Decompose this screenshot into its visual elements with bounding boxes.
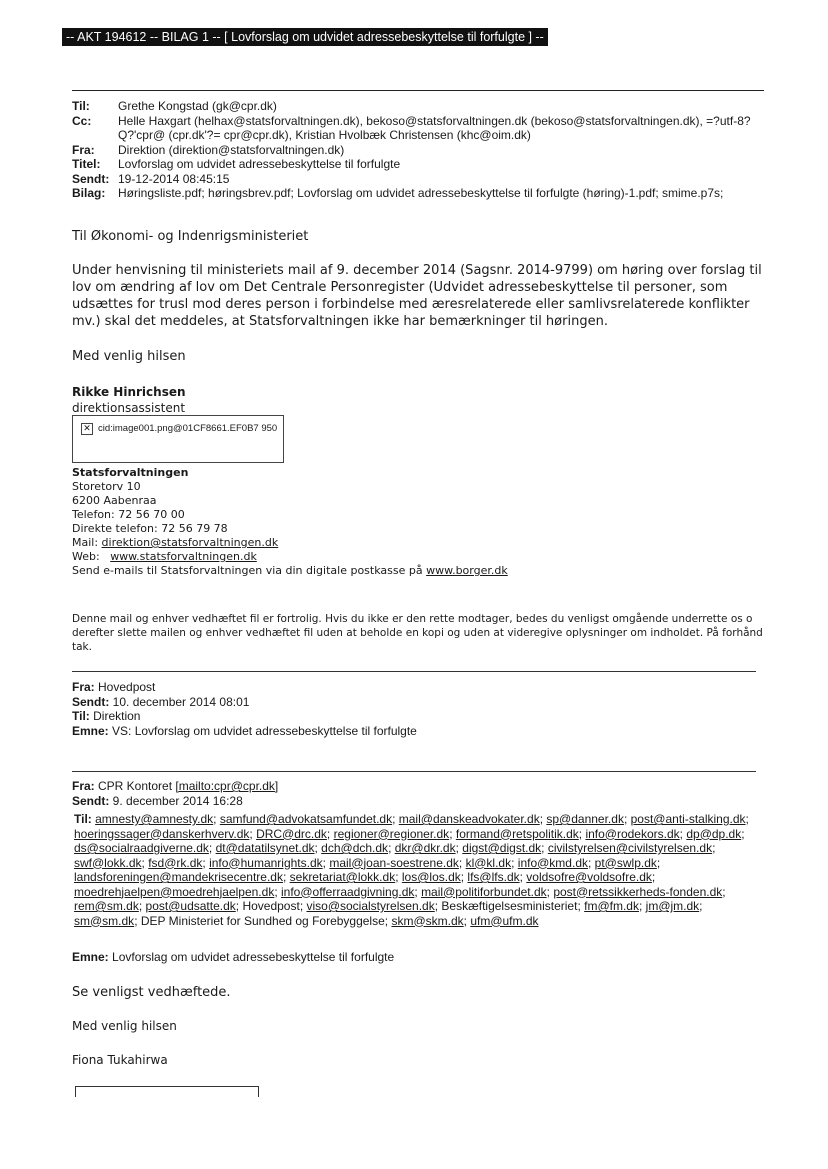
signature-web-row: Web: www.statsforvaltningen.dk	[72, 550, 257, 563]
broken-image-icon: ✕	[81, 423, 93, 435]
recipient-email-link[interactable]: hoeringssager@danskerhverv.dk	[74, 826, 250, 841]
recipient-name: DEP Ministeriet for Sundhed og Forebyggelse	[140, 913, 385, 928]
signature-org: Statsforvaltningen	[72, 466, 189, 479]
header-row-sendt: Sendt: 19-12-2014 08:45:15	[72, 172, 772, 187]
recipient-email-link[interactable]: dkr@dkr.dk	[394, 841, 456, 855]
recipient-email-link[interactable]: rem@sm.dk	[74, 899, 139, 913]
confidentiality-disclaimer: Denne mail og enhver vedhæftet fil er fortrolig. Hvis du ikke er den rette modtager, bedes du venligst omgående underrette os o derefter slette mailen og enhver vedhæftet fil uden at beholde en kopi og uden at videregive oplysninger om indholdet. På forhånd tak.	[72, 613, 763, 653]
recipient-email-link[interactable]: civilstyrelsen@civilstyrelsen.dk	[547, 841, 713, 855]
header-cc-value: Helle Haxgart (helhax@statsforvaltningen.dk), bekoso@statsforvaltningen.dk (bekoso@statsforvaltningen.dk), =?utf-8?Q?'cpr@ (cpr.dk'?= cpr@cpr.dk), Kristian Hvolbæk Christensen (khc@oim.dk)	[118, 113, 751, 142]
forward2-header-top	[72, 779, 278, 808]
recipient-email-link[interactable]: regioner@regioner.dk	[333, 826, 450, 841]
forward2-emne: Emne: Lovforslag om udvidet adressebeskyttelse til forfulgte	[72, 950, 395, 964]
sender-name: Rikke Hinrichsen	[72, 385, 186, 399]
signature-mail-link[interactable]: direktion@statsforvaltningen.dk	[101, 536, 279, 549]
recipient-email-link[interactable]: ufm@ufm.dk	[470, 913, 539, 928]
forward2-closing: Med venlig hilsen	[72, 1019, 177, 1033]
recipient-email-link[interactable]: post@retssikkerheds-fonden.dk	[553, 884, 723, 899]
signature-direct-phone: Direkte telefon: 72 56 79 78	[72, 522, 228, 535]
forward2-fra: Fra: CPR Kontoret [mailto:cpr@cpr.dk]	[72, 779, 279, 793]
recipient-email-link[interactable]: pt@swlp.dk	[594, 855, 657, 870]
signature-city: 6200 Aabenraa	[72, 494, 157, 507]
forward2-sender-name: Fiona Tukahirwa	[72, 1053, 168, 1067]
forward2-divider	[72, 771, 756, 772]
recipient-email-link[interactable]: skm@skm.dk	[391, 913, 464, 928]
forward2-recipients: Til: amnesty@amnesty.dk; samfund@advokatsamfundet.dk; mail@danskeadvokater.dk; sp@danner.dk; post@anti-stalking.dk; hoeringssager@danskerhverv.dk; DRC@drc.dk; regioner@regioner.dk; formand@retspolitik.dk; info@rodekors.dk; dp@dp.dk; ds@socialraadgiverne.dk; dt@datatilsynet.dk; dch@dch.dk; dkr@dkr.dk; digst@digst.dk; civilstyrelsen@civilstyrelsen.dk; swf@lokk.dk; fsd@rk.dk; info@humanrights.dk; mail@joan-soestrene.dk; kl@kl.dk; info@kmd.dk; pt@swlp.dk; landsforeningen@mandekrisecentre.dk; sekretariat@lokk.dk; los@los.dk; lfs@lfs.dk; voldsofre@voldsofre.dk; moedrehjaelpen@moedrehjaelpen.dk; info@offerraadgivning.dk; mail@politiforbundet.dk; post@retssikkerheds-fonden.dk; rem@sm.dk; post@udsatte.dk; Hovedpost; viso@socialstyrelsen.dk; Beskæftigelsesministeriet; fm@fm.dk; jm@jm.dk; sm@sm.dk; DEP Ministeriet for Sundhed og Forebyggelse; skm@skm.dk; ufm@ufm.dk	[74, 812, 749, 928]
letter-greeting: Til Økonomi- og Indenrigsministeriet	[72, 229, 309, 244]
recipient-email-link[interactable]: sm@sm.dk	[74, 913, 135, 928]
recipient-email-link[interactable]: post@anti-stalking.dk	[630, 812, 746, 826]
recipient-email-link[interactable]: amnesty@amnesty.dk	[95, 812, 214, 826]
forward1-til: Til: Direktion	[72, 709, 141, 723]
recipient-email-link[interactable]: voldsofre@voldsofre.dk	[526, 870, 652, 884]
recipient-email-link[interactable]: info@rodekors.dk	[585, 826, 680, 841]
recipient-email-link[interactable]: fsd@rk.dk	[148, 855, 203, 870]
recipient-email-link[interactable]: dch@dch.dk	[321, 841, 389, 855]
header-sendt-value: 19-12-2014 08:45:15	[118, 171, 230, 186]
image-cid-text: cid:image001.png@01CF8661.EF0B7 950	[98, 423, 278, 434]
bottom-frame	[75, 1086, 259, 1097]
letter-body: Under henvisning til ministeriets mail af 9. december 2014 (Sagsnr. 2014-9799) om høring over forslag til lov om ændring af lov om Det Centrale Personregister (Udvidet adressebeskyttelse til personer, som udsættes for trusl mod deres person i forbindelse med æresrelaterede eller samlivsrelaterede konflikter mv.) skal det meddeles, at Statsforvaltningen ikke har bemærkninger til høringen.	[72, 263, 762, 329]
recipient-email-link[interactable]: DRC@drc.dk	[256, 826, 327, 841]
header-titel-value: Lovforslag om udvidet adressebeskyttelse til forfulgte	[118, 157, 401, 171]
header-divider	[72, 90, 764, 91]
recipient-email-link[interactable]: dp@dp.dk	[686, 826, 742, 841]
header-row-cc: Cc: Helle Haxgart (helhax@statsforvaltningen.dk), bekoso@statsforvaltningen.dk (bekoso@statsforvaltningen.dk), =?utf-8?Q?'cpr@ (cpr.dk'?= cpr@cpr.dk), Kristian Hvolbæk Christensen (khc@oim.dk)	[72, 114, 772, 143]
signature-borger-link[interactable]: www.borger.dk	[426, 564, 508, 577]
header-row-titel: Titel: Lovforslag om udvidet adressebeskyttelse til forfulgte	[72, 157, 772, 172]
recipient-name: Hovedpost	[242, 899, 300, 913]
forward2-mailto-link[interactable]: [mailto:cpr@cpr.dk]	[175, 779, 279, 793]
header-row-til: Til: Grethe Kongstad (gk@cpr.dk)	[72, 99, 772, 114]
forward1-fra: Fra: Hovedpost	[72, 680, 156, 694]
forward1-emne: Emne: VS: Lovforslag om udvidet adressebeskyttelse til forfulgte	[72, 723, 417, 738]
header-row-bilag: Bilag: Høringsliste.pdf; høringsbrev.pdf; Lovforslag om udvidet adressebeskyttelse til forfulgte (høring)-1.pdf; smime.p7s;	[72, 186, 772, 201]
header-row-fra: Fra: Direktion (direktion@statsforvaltningen.dk)	[72, 143, 772, 158]
recipient-email-link[interactable]: lfs@lfs.dk	[467, 870, 520, 884]
recipient-email-link[interactable]: ds@socialraadgiverne.dk	[74, 841, 209, 855]
signature-postbox-row: Send e-mails til Statsforvaltningen via din digitale postkasse på www.borger.dk	[72, 564, 508, 577]
recipient-email-link[interactable]: sekretariat@lokk.dk	[289, 870, 396, 884]
email-header	[72, 99, 772, 201]
recipient-email-link[interactable]: info@offerraadgivning.dk	[281, 884, 415, 899]
signature-web-link[interactable]: www.statsforvaltningen.dk	[110, 550, 257, 563]
recipient-email-link[interactable]: fm@fm.dk	[584, 899, 639, 913]
recipient-email-link[interactable]: mail@danskeadvokater.dk	[398, 812, 540, 826]
recipient-email-link[interactable]: post@udsatte.dk	[145, 899, 236, 913]
recipient-email-link[interactable]: mail@joan-soestrene.dk	[329, 855, 459, 870]
header-fra-value: Direktion (direktion@statsforvaltningen.dk)	[118, 142, 345, 157]
signature-street: Storetorv 10	[72, 480, 141, 493]
forward1-header	[72, 680, 417, 738]
recipient-email-link[interactable]: info@kmd.dk	[517, 855, 588, 870]
signature-block	[72, 466, 508, 578]
recipient-email-link[interactable]: samfund@advokatsamfundet.dk	[219, 812, 393, 826]
recipient-email-link[interactable]: sp@danner.dk	[546, 812, 624, 826]
sender-role: direktionsassistent	[72, 401, 186, 415]
forward2-sendt: Sendt: 9. december 2014 16:28	[72, 793, 243, 808]
forward2-body: Se venligst vedhæftede.	[72, 985, 231, 1000]
document-banner: -- AKT 194612 -- BILAG 1 -- [ Lovforslag om udvidet adressebeskyttelse til forfulgte ] --	[62, 28, 548, 46]
recipient-email-link[interactable]: moedrehjaelpen@moedrehjaelpen.dk	[74, 884, 275, 899]
recipient-email-link[interactable]: los@los.dk	[401, 870, 461, 884]
recipient-email-link[interactable]: kl@kl.dk	[465, 855, 512, 870]
recipient-email-link[interactable]: landsforeningen@mandekrisecentre.dk	[74, 870, 283, 884]
forward1-sendt: Sendt: 10. december 2014 08:01	[72, 694, 250, 709]
recipient-email-link[interactable]: jm@jm.dk	[645, 899, 700, 913]
missing-image-frame	[72, 415, 284, 463]
recipient-email-link[interactable]: digst@digst.dk	[462, 841, 542, 855]
header-bilag-value: Høringsliste.pdf; høringsbrev.pdf; Lovforslag om udvidet adressebeskyttelse til forfulgte (høring)-1.pdf; smime.p7s;	[118, 186, 724, 200]
recipient-email-link[interactable]: info@humanrights.dk	[209, 855, 323, 870]
header-til-value: Grethe Kongstad (gk@cpr.dk)	[118, 99, 277, 113]
letter-closing: Med venlig hilsen	[72, 349, 186, 364]
signature-phone: Telefon: 72 56 70 00	[72, 508, 185, 521]
recipient-email-link[interactable]: dt@datatilsynet.dk	[215, 841, 315, 855]
recipient-name: Beskæftigelsesministeriet	[441, 899, 578, 913]
recipient-email-link[interactable]: swf@lokk.dk	[74, 855, 142, 870]
signature-mail-row: Mail: direktion@statsforvaltningen.dk	[72, 536, 279, 549]
recipient-email-link[interactable]: mail@politiforbundet.dk	[421, 884, 547, 899]
recipient-email-link[interactable]: formand@retspolitik.dk	[455, 826, 579, 841]
forward1-divider	[72, 671, 756, 672]
recipient-email-link[interactable]: viso@socialstyrelsen.dk	[306, 899, 435, 913]
